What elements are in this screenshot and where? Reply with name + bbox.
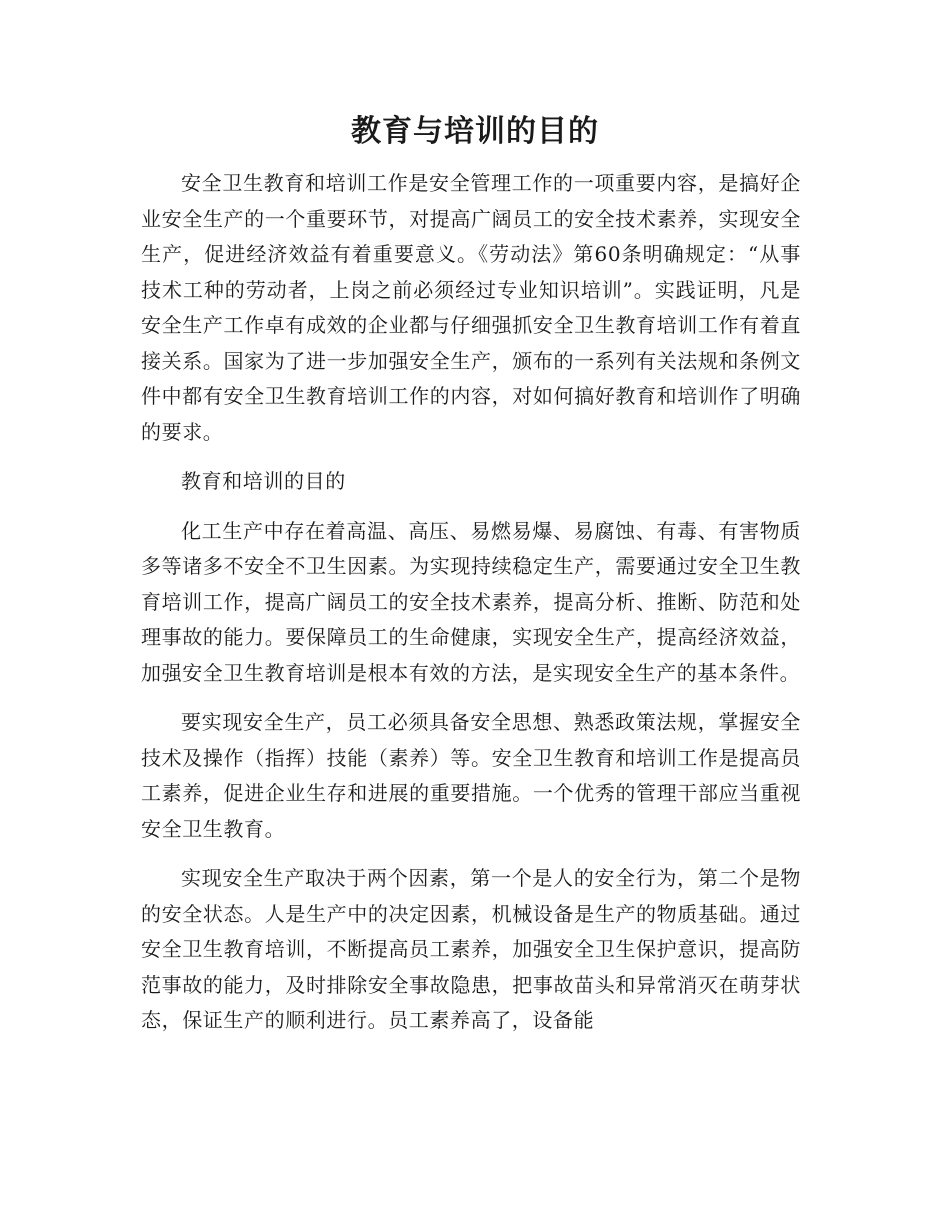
paragraph-intro: 安全卫生教育和培训工作是安全管理工作的一项重要内容，是搞好企业安全生产的一个重要环节，对提高广阔员工的安全技术素养，实现安全生产，促进经济效益有着重要意义。《劳动法》第60条明确规定：“从事技术工种的劳动者，上岗之前必须经过专业知识培训”。实践证明，凡是安全生产工作卓有成效的企业都与仔细强抓安全卫生教育培训工作有着直接关系。国家为了进一步加强安全生产，颁布的一系列有关法规和条例文件中都有安全卫生教育培训工作的内容，对如何搞好教育和培训作了明确的要求。	[141, 171, 801, 444]
paragraph-chemical-hazards: 化工生产中存在着高温、高压、易燃易爆、易腐蚀、有毒、有害物质多等诸多不安全不卫生因素。为实现持续稳定生产，需要通过安全卫生教育培训工作，提高广阔员工的安全技术素养，提高分析、推断、防范和处理事故的能力。要保障员工的生命健康，实现安全生产，提高经济效益，加强安全卫生教育培训是根本有效的方法，是实现安全生产的基本条件。	[141, 518, 801, 685]
document-title: 教育与培训的目的	[351, 114, 599, 149]
paragraph-two-factors: 实现安全生产取决于两个因素，第一个是人的安全行为，第二个是物的安全状态。人是生产中的决定因素，机械设备是生产的物质基础。通过安全卫生教育培训，不断提高员工素养，加强安全卫生保护意识，提高防范事故的能力，及时排除安全事故隐患，把事故苗头和异常消灭在萌芽状态，保证生产的顺利进行。员工素养高了，设备能	[141, 866, 801, 1032]
document-body	[141, 166, 801, 1053]
paragraph-employee-quality: 要实现安全生产，员工必须具备安全思想、熟悉政策法规，掌握安全技术及操作（指挥）技能（素养）等。安全卫生教育和培训工作是提高员工素养，促进企业生存和进展的重要措施。一个优秀的管理干部应当重视安全卫生教育。	[141, 710, 801, 841]
section-heading: 教育和培训的目的	[181, 469, 346, 493]
